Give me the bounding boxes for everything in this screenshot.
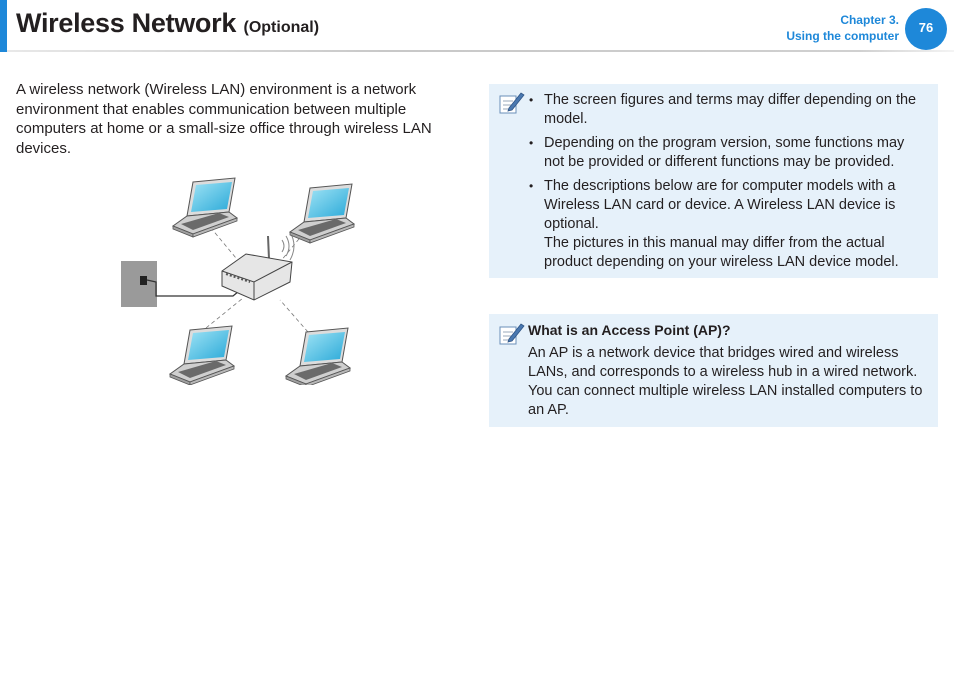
laptop-icon bbox=[290, 184, 354, 243]
ap-info-title: What is an Access Point (AP)? bbox=[528, 322, 731, 338]
ap-info-body: An AP is a network device that bridges wired and wireless LANs, and corresponds to a wireless hub in a wired network. You can connect multiple wireless LAN installed computers to an AP. bbox=[528, 345, 923, 418]
laptop-icon bbox=[170, 326, 234, 385]
note-pencil-icon bbox=[497, 321, 525, 347]
chapter-label bbox=[786, 12, 899, 44]
network-illustration bbox=[118, 170, 368, 385]
page-title-optional: (Optional) bbox=[243, 19, 320, 36]
note-list bbox=[527, 91, 927, 272]
ap-info-box bbox=[489, 314, 938, 427]
header-accent-bar bbox=[0, 0, 7, 52]
wireless-network-diagram bbox=[118, 170, 368, 385]
chapter-name: Using the computer bbox=[786, 29, 899, 43]
note-item-text: The pictures in this manual may differ from the actual product depending on your wireless LAN device model. bbox=[544, 235, 899, 270]
note-item: • The screen figures and terms may differ depending on the model. bbox=[527, 91, 927, 129]
page-title bbox=[16, 8, 319, 39]
page-title-main: Wireless Network bbox=[16, 8, 237, 38]
note-box bbox=[489, 84, 938, 278]
wall-socket-icon bbox=[121, 261, 157, 307]
laptop-icon bbox=[173, 178, 237, 237]
header-divider bbox=[7, 50, 954, 52]
access-point-icon bbox=[222, 232, 294, 300]
page-header bbox=[0, 0, 954, 54]
chapter-number: Chapter 3. bbox=[840, 13, 899, 27]
note-item-text: • The descriptions below are for computer models with a Wireless LAN card or device. A Wireless LAN device is optional. bbox=[544, 178, 896, 232]
note-item bbox=[527, 177, 927, 272]
laptop-icon bbox=[286, 328, 350, 385]
note-pencil-icon bbox=[497, 90, 525, 116]
page-number-badge: 76 bbox=[905, 8, 947, 50]
note-item: • Depending on the program version, some functions may not be provided or different functions may be provided. bbox=[527, 134, 927, 172]
intro-paragraph: A wireless network (Wireless LAN) environment is a network environment that enables communication between multiple computers at home or a small-size office through wireless LAN devices. bbox=[16, 81, 432, 157]
